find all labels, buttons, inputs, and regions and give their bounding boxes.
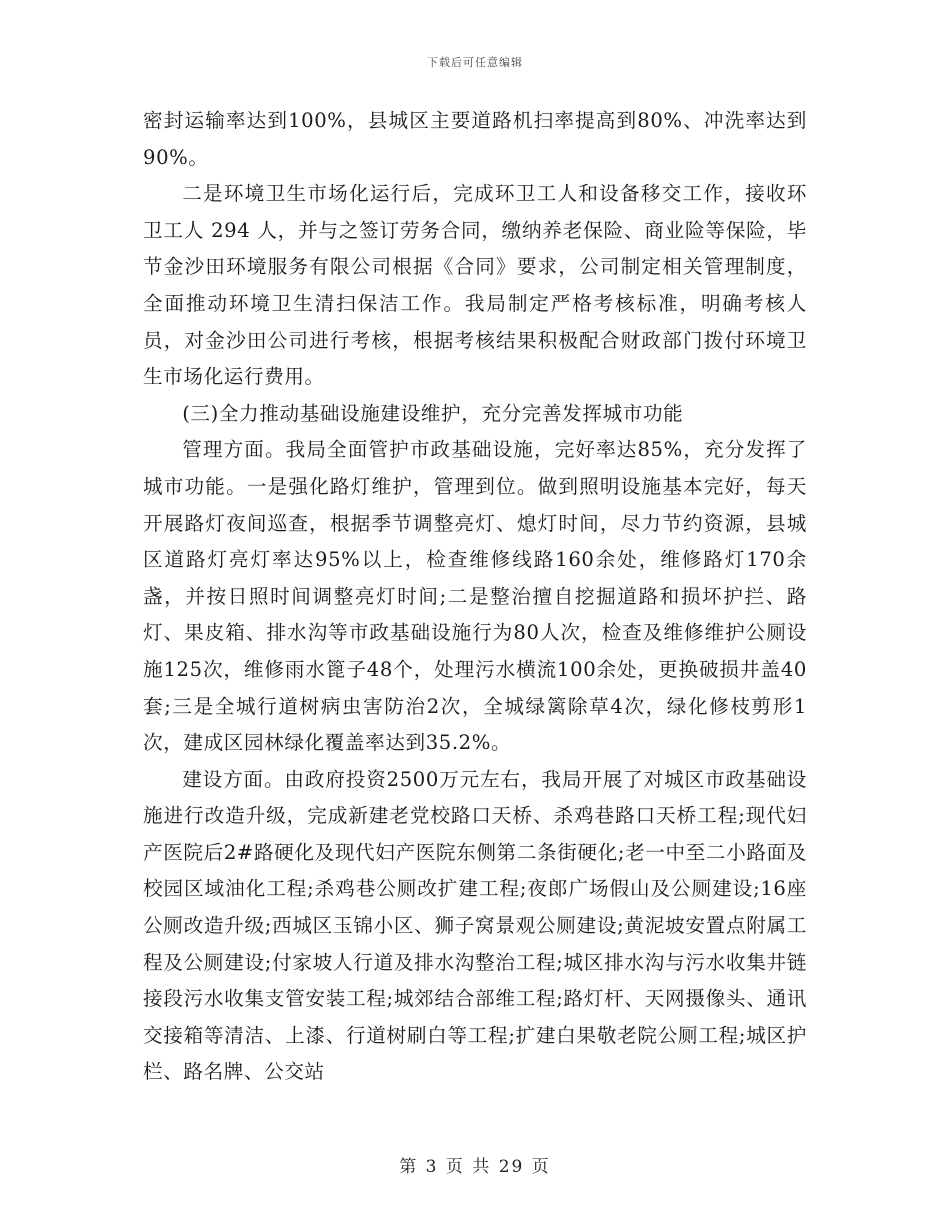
page-header-note: 下载后可任意编辑 xyxy=(427,56,523,69)
paragraph-sanitation-market: 二是环境卫生市场化运行后，完成环卫工人和设备移交工作，接收环卫工人 294 人，并与之签订劳务合同，缴纳养老保险、商业险等保险，毕节金沙田环境服务有限公司根据《合同》要求，公司制定相关管理制度，全面推动环境卫生清扫保洁工作。我局制定严格考核标准，明确考核人员，对金沙田公司进行考核，根据考核结果积极配合财政部门拨付环境卫生市场化运行费用。 xyxy=(143,182,807,389)
document-body xyxy=(143,103,807,1091)
paragraph-construction: 建设方面。由政府投资2500万元左右，我局开展了对城区市政基础设施进行改造升级，完成新建老党校路口天桥、杀鸡巷路口天桥工程;现代妇产医院后2#路硬化及现代妇产医院东侧第二条街硬化;老一中至二小路面及校园区域油化工程;杀鸡巷公厕改扩建工程;夜郎广场假山及公厕建设;16座公厕改造升级;西城区玉锦小区、狮子窝景观公厕建设;黄泥坡安置点附属工程及公厕建设;付家坡人行道及排水沟整治工程;城区排水沟与污水收集井链接段污水收集支管安装工程;城郊结合部维工程;路灯杆、天网摄像头、通讯交接箱等清洁、上漆、行道树刷白等工程;扩建白果敬老院公厕工程;城区护栏、路名牌、公交站 xyxy=(143,767,807,1084)
paragraph-continuation: 密封运输率达到100%，县城区主要道路机扫率提高到80%、冲洗率达到90%。 xyxy=(143,109,807,169)
paragraph-management: 管理方面。我局全面管护市政基础设施，完好率达85%，充分发挥了城市功能。一是强化路灯维护，管理到位。做到照明设施基本完好，每天开展路灯夜间巡查，根据季节调整亮灯、熄灯时间，尽力节约资源，县城区道路灯亮灯率达95%以上，检查维修线路160余处，维修路灯170余盏，并按日照时间调整亮灯时间;二是整治擅自挖掘道路和损坏护拦、路灯、果皮箱、排水沟等市政基础设施行为80人次，检查及维修维护公厕设施125次，维修雨水篦子48个，处理污水横流100余处，更换破损井盖40套;三是全城行道树病虫害防治2次，全城绿篱除草4次，绿化修枝剪形1次，建成区园林绿化覆盖率达到35.2%。 xyxy=(143,438,807,755)
page-number: 第 3 页 共 29 页 xyxy=(399,1157,551,1177)
section-heading-infrastructure: (三)全力推动基础设施建设维护，充分完善发挥城市功能 xyxy=(182,401,684,425)
